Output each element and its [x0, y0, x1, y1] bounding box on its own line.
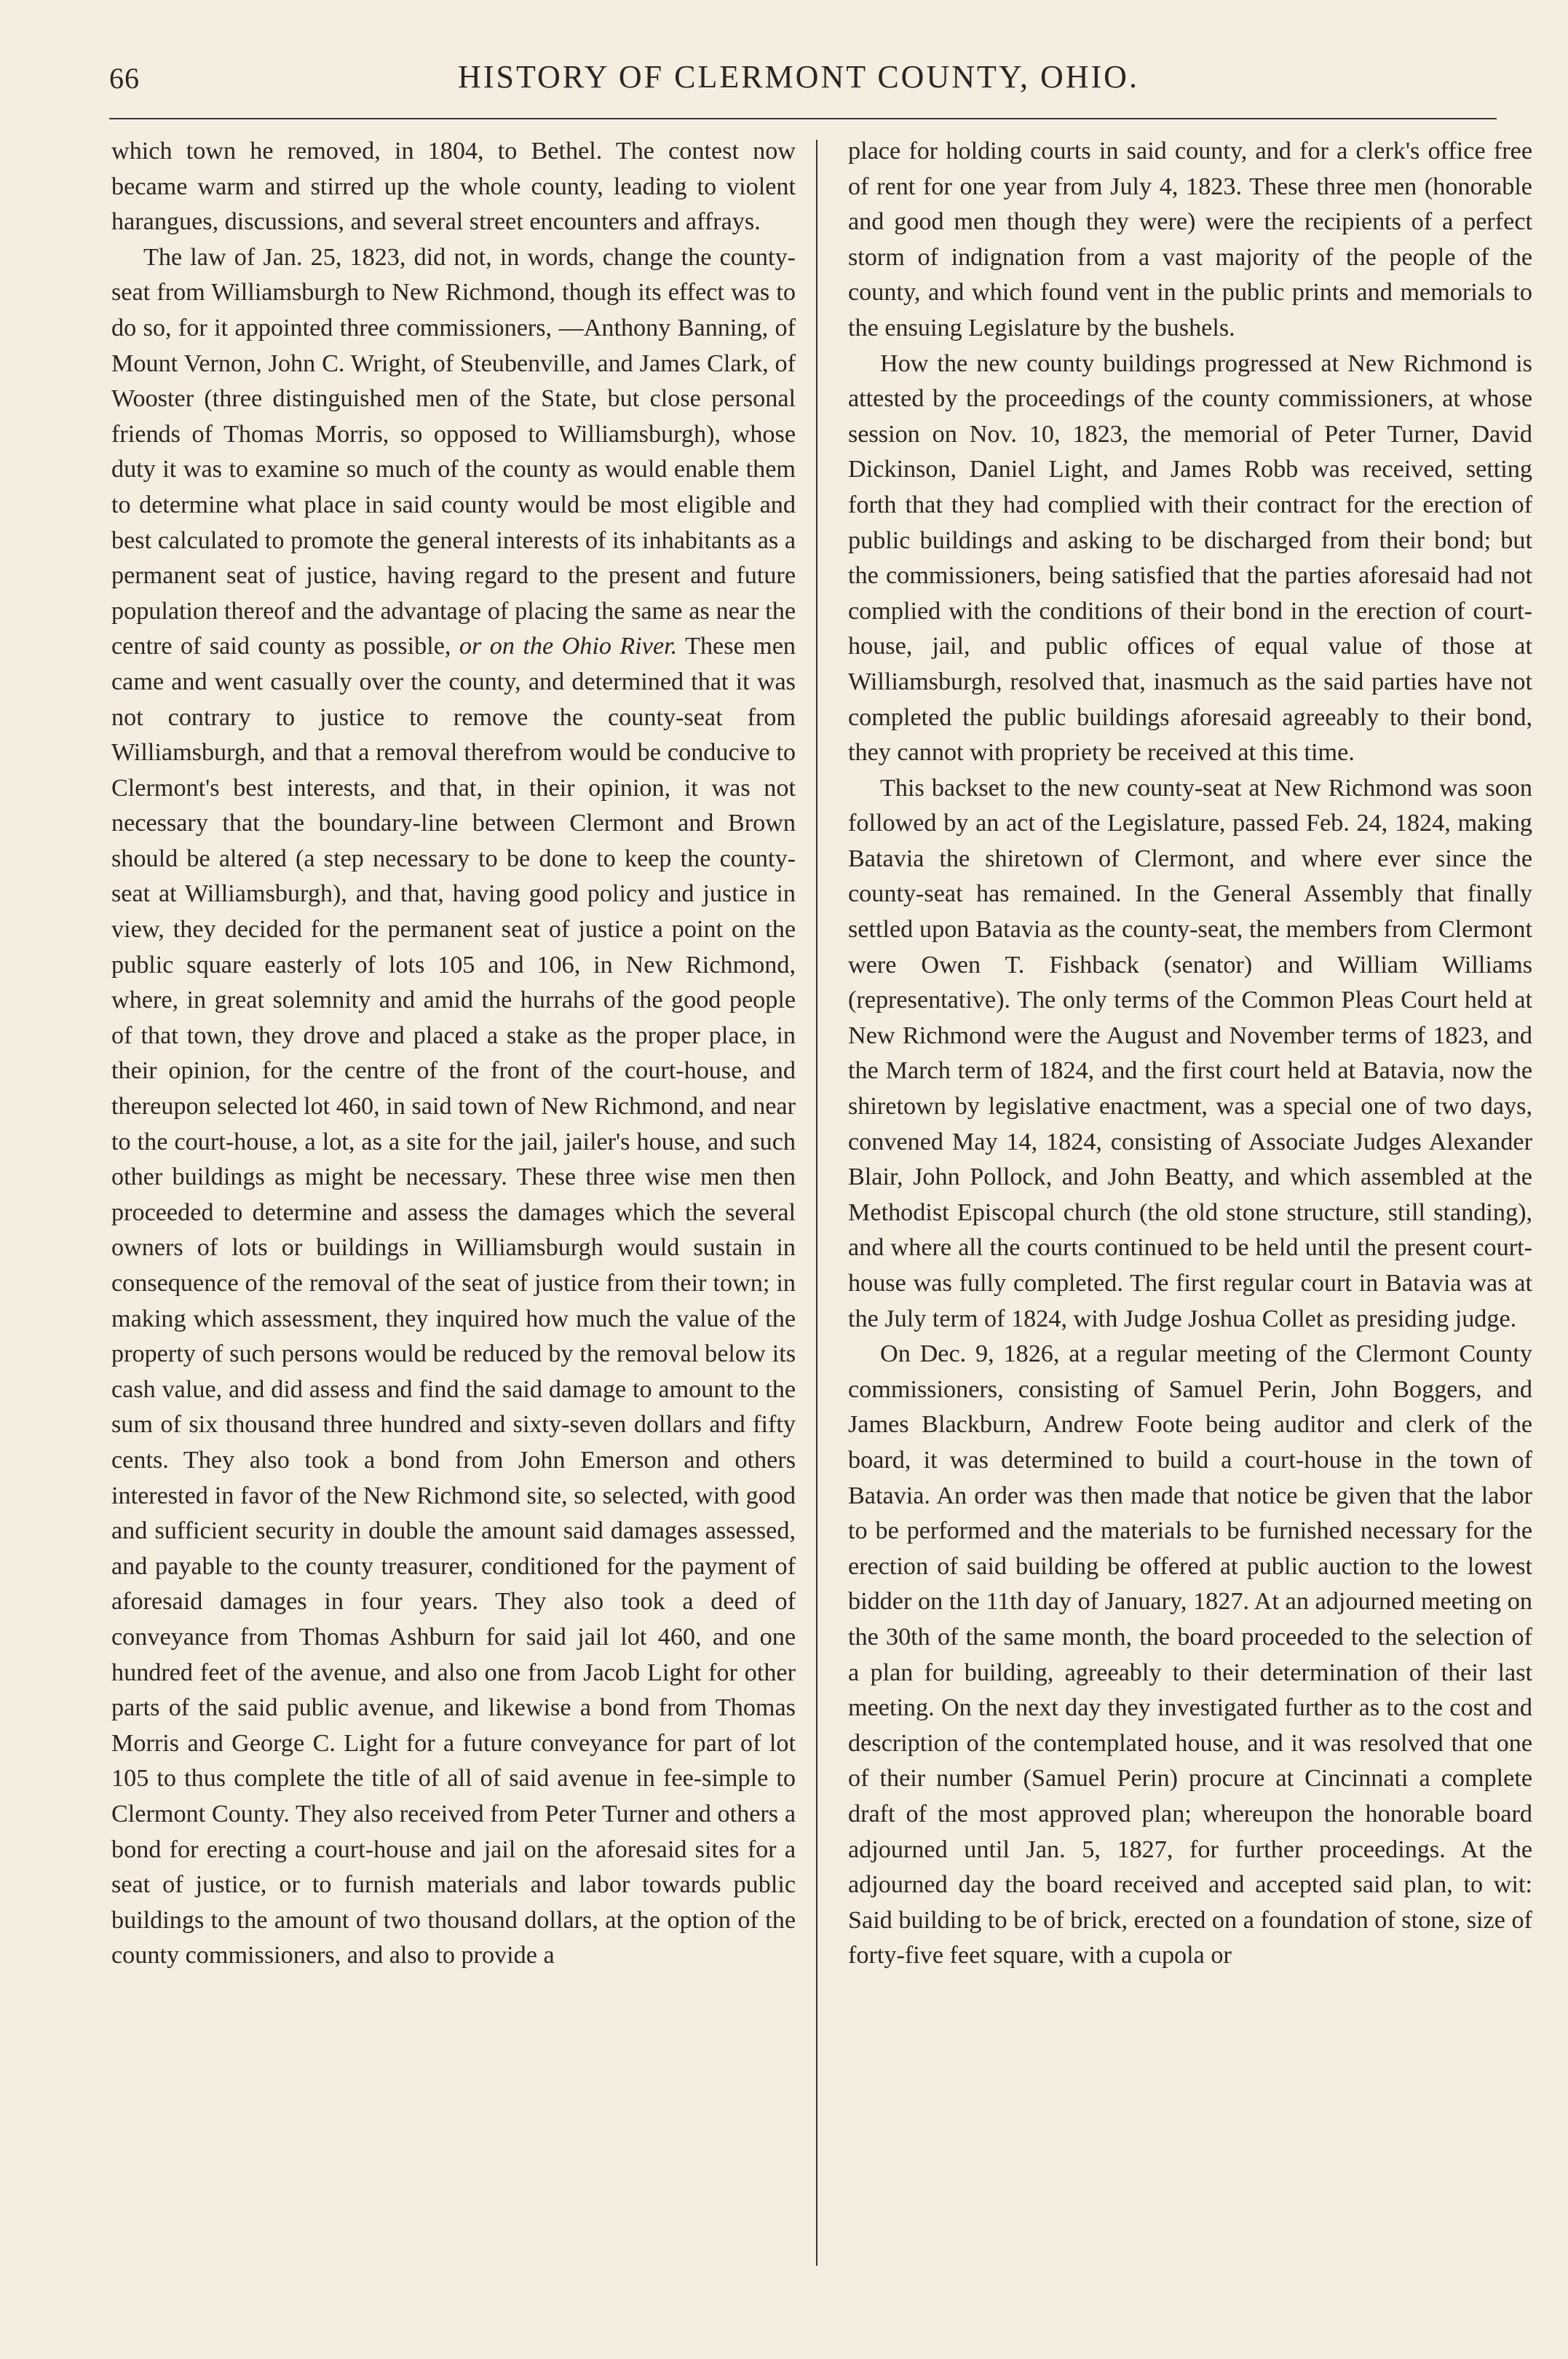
paragraph-text: These men came and went casually over the county, and determined that it was not contrary to justice to remove the county-seat from Williamsburgh, and that a removal therefrom would be conducive to Clermont's best interests, and that, in their opinion, it was not necessary that the boundary-line between Clermont and Brown should be altered (a step necessary to be done to keep the county-seat at Williamsburgh), and that, having good policy and justice in view, they decided for the permanent seat of justice a point on the public square easterly of lots 105 and 106, in New Richmond, where, in great solemnity and amid the hurrahs of the good people of that town, they drove and placed a stake as the proper place, in their opinion, for the centre of the front of the court-house, and thereupon selected lot 460, in said town of New Richmond, and near to the court-house, a lot, as a site for the jail, jailer's house, and such other buildings as might be necessary. These three wise men then proceeded to determine and assess the damages which the several owners of lots or buildings in Williamsburgh would sustain in consequence of the removal of the seat of justice from their town; in making which assessment, they inquired how much the value of the property of such persons would be reduced by the removal below its cash value, and did assess and find the said damage to amount to the sum of six thousand three hundred and sixty-seven dollars and fifty cents. They also took a bond from John Emerson and others interested in favor of the New Richmond site, so selected, with good and sufficient security in double the amount said damages assessed, and payable to the county treasurer, conditioned for the payment of aforesaid damages in four years. They also took a deed of conveyance from Thomas Ashburn for said jail lot 460, and one hundred feet of the avenue, and also one from Jacob Light for other parts of the said public avenue, and likewise a bond from Thomas Morris and George C. Light for a future conveyance for part of lot 105 to thus complete the title of all of said avenue in fee-simple to Clermont County. They also received from Peter Turner and others a bond for erecting a court-house and jail on the aforesaid sites for a seat of justice, or to furnish materials and labor towards public buildings to the amount of two thousand dollars, at the option of the county commissioners, and also to provide a: [111, 633, 796, 1969]
paragraph: This backset to the new county-seat at New Richmond was soon followed by an act of the Legislature, passed Feb. 24, 1824, making Batavia the shiretown of Clermont, and where ever since the county-seat has remained. In the General Assembly that finally settled upon Batavia as the county-seat, the members from Clermont were Owen T. Fishback (senator) and William Williams (representative). The only terms of the Common Pleas Court held at New Richmond were the August and November terms of 1823, and the March term of 1824, and the first court held at Batavia, now the shiretown by legislative enactment, was a special one of two days, convened May 14, 1824, consisting of Associate Judges Alexander Blair, John Pollock, and John Beatty, and which assembled at the Methodist Episcopal church (the old stone structure, still standing), and where all the courts continued to be held until the present court-house was fully completed. The first regular court in Batavia was at the July term of 1824, with Judge Joshua Collet as presiding judge.: [848, 774, 1532, 1332]
header-rule: [109, 118, 1497, 119]
paragraph: On Dec. 9, 1826, at a regular meeting of the Clermont County commissioners, consisting of Samuel Perin, John Boggers, and James Blackburn, Andrew Foote being auditor and clerk of the board, it was determined to build a court-house in the town of Batavia. An order was then made that notice be given that the labor to be performed and the materials to be furnished necessary for the erection of said building be offered at public auction to the lowest bidder on the 11th day of January, 1827. At an adjourned meeting on the 30th of the same month, the board proceeded to the selection of a plan for building, agreeably to their determination of their last meeting. On the next day they investigated further as to the cost and description of the contemplated house, and it was resolved that one of their number (Samuel Perin) procure at Cincinnati a complete draft of the most approved plan; whereupon the honorable board adjourned until Jan. 5, 1827, for further proceedings. At the adjourned day the board received and accepted said plan, to wit: Said building to be of brick, erected on a foundation of stone, size of forty-five feet square, with a cupola or: [848, 1340, 1532, 1969]
right-column: [848, 134, 1532, 1974]
paragraph: [111, 240, 796, 1974]
italic-phrase: or on the Ohio River.: [459, 633, 678, 660]
paragraph: which town he removed, in 1804, to Bethel. The contest now became warm and stirred up the whole county, leading to violent harangues, discussions, and several street encounters and affrays.: [111, 138, 796, 236]
paragraph: How the new county buildings progressed at New Richmond is attested by the proceedings of the county commissioners, at whose session on Nov. 10, 1823, the memorial of Peter Turner, David Dickinson, Daniel Light, and James Robb was received, setting forth that they had complied with their contract for the erection of public buildings and asking to be discharged from their bond; but the commissioners, being satisfied that the parties aforesaid had not complied with the conditions of their bond in the erection of court-house, jail, and public offices of equal value of those at Williamsburgh, resolved that, inasmuch as the said parties have not completed the public buildings aforesaid agreeably to their bond, they cannot with propriety be received at this time.: [848, 349, 1532, 767]
left-column: [111, 134, 796, 1974]
paragraph-text: The law of Jan. 25, 1823, did not, in words, change the county-seat from Williamsburgh to New Richmond, though its effect was to do so, for it appointed three commissioners, —Anthony Banning, of Mount Vernon, John C. Wright, of Steubenville, and James Clark, of Wooster (three distinguished men of the State, but close personal friends of Thomas Morris, so opposed to Williamsburgh), whose duty it was to examine so much of the county as would enable them to determine what place in said county would be most eligible and best calculated to promote the general interests of its inhabitants as a permanent seat of justice, having regard to the present and future population thereof and the advantage of placing the same as near the centre of said county as possible,: [111, 243, 796, 660]
running-title: HISTORY OF CLERMONT COUNTY, OHIO.: [458, 59, 1139, 95]
paragraph: place for holding courts in said county, and for a clerk's office free of rent for one year from July 4, 1823. These three men (honorable and good men though they were) were the recipients of a perfect storm of indignation from a vast majority of the people of the county, and which found vent in the public prints and memorials to the ensuing Legislature by the bushels.: [848, 138, 1532, 341]
column-divider: [816, 140, 817, 2266]
page-number: 66: [109, 62, 140, 95]
